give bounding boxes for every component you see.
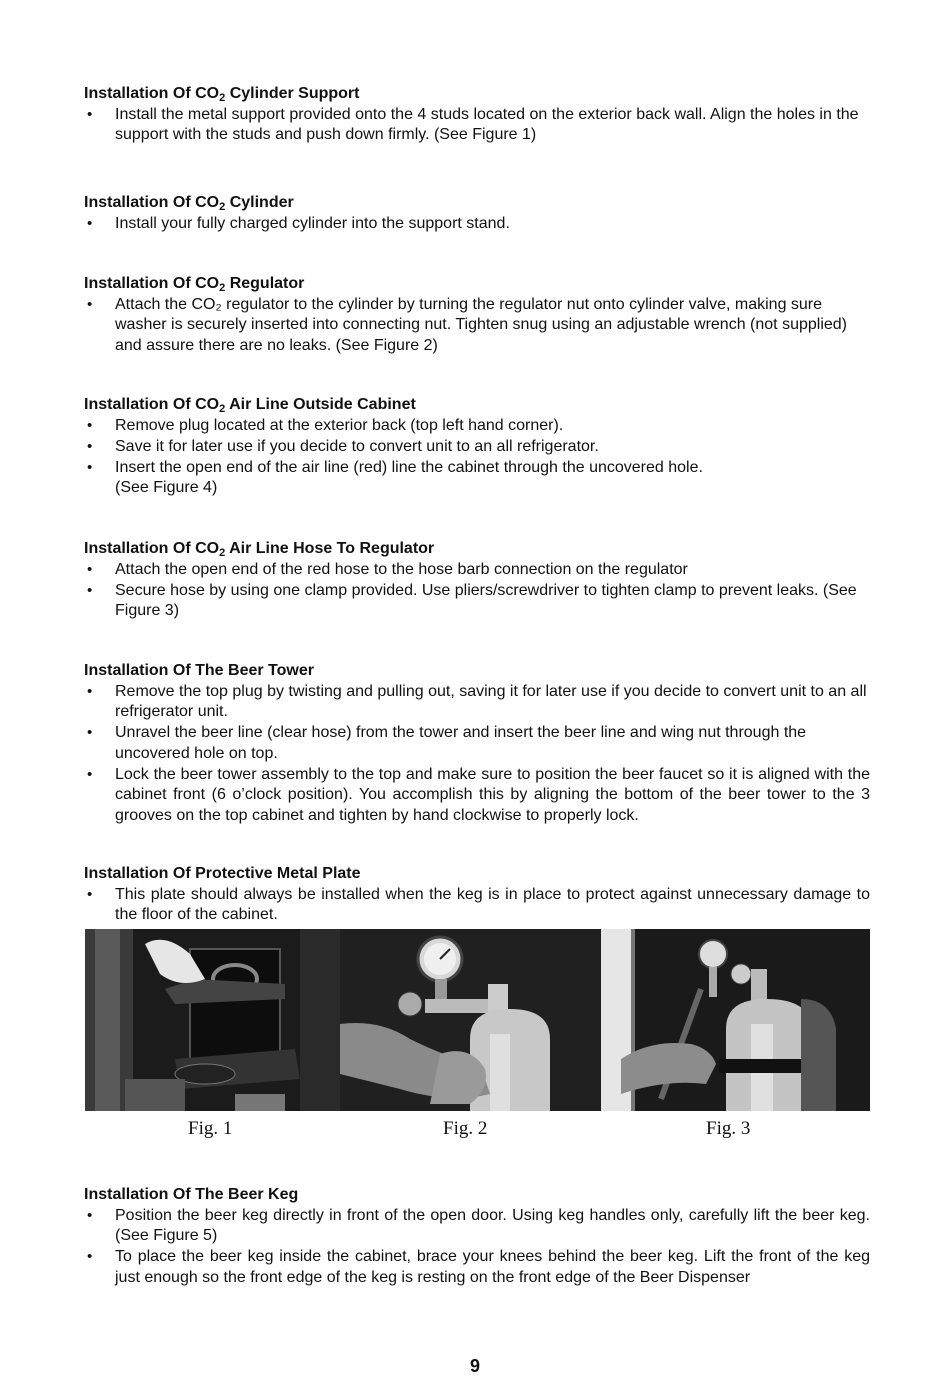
section-air-line-hose	[84, 539, 870, 622]
list-item: • Attach the CO₂ regulator to the cylinder by turning the regulator nut onto cylinder valve, making sure washer is securely inserted into connecting nut. Tighten snug using an adjustable wrench (not supplied) and assure there are no leaks. (See Figure 2)	[87, 296, 847, 354]
list-item: • Insert the open end of the air line (red) line the cabinet through the uncovered hole. (See Figure 4)	[87, 459, 703, 497]
bullet-icon: •	[87, 459, 93, 476]
section-air-line-outside	[84, 395, 870, 499]
list-item: • Secure hose by using one clamp provided. Use pliers/screwdriver to tighten clamp to prevent leaks. (See Figure 3)	[87, 582, 857, 620]
section-beer-keg	[84, 1185, 870, 1289]
section-beer-tower	[84, 661, 870, 827]
figure-1-caption: Fig. 1	[188, 1118, 233, 1139]
bullet-icon: •	[87, 561, 93, 578]
bullet-icon: •	[87, 886, 93, 903]
bullet-icon: •	[87, 765, 93, 783]
section-heading: Installation Of $CO_2$ Air Line Outside Cabinet	[84, 396, 416, 415]
list-item: • Lock the beer tower assembly to the top and make sure to position the beer faucet so it is aligned with the cabinet front (6 o’clock position). You accomplish this by aligning the bottom of the beer tower to the 3 grooves on the top cabinet and tighten by hand clockwise to properly lock.	[87, 765, 870, 824]
list-item: • Save it for later use if you decide to convert unit to an all refrigerator.	[84, 437, 870, 457]
list-item: • Attach the open end of the red hose to the hose barb connection on the regulator	[84, 560, 870, 580]
section-heading: Installation Of $CO_2$ Cylinder Support	[84, 85, 360, 104]
bullet-icon: •	[87, 1207, 93, 1224]
figure-2-photo	[340, 929, 601, 1111]
list-item: • Remove the top plug by twisting and pulling out, saving it for later use if you decide to convert unit to an all refrigerator unit.	[87, 683, 867, 721]
page-number: 9	[469, 1356, 480, 1376]
bullet-icon: •	[87, 1248, 93, 1266]
figure-1-photo	[85, 929, 340, 1111]
list-item: • Install the metal support provided onto the 4 studs located on the exterior back wall. Align the holes in the support with the studs and push down firmly. (See Figure 1)	[87, 106, 859, 144]
section-heading: Installation Of $CO_2$ Cylinder	[84, 194, 294, 213]
list-item: • Unravel the beer line (clear hose) from the tower and insert the beer line and wing nut through the uncovered hole on top.	[87, 724, 807, 762]
bullet-list	[84, 560, 870, 622]
bullet-icon: •	[87, 215, 93, 232]
bullet-icon: •	[87, 417, 93, 434]
section-cylinder-support	[84, 84, 870, 146]
figure-strip	[85, 929, 870, 1111]
bullet-icon: •	[87, 724, 93, 742]
bullet-icon: •	[87, 582, 93, 599]
list-item: • To place the beer keg inside the cabinet, brace your knees behind the beer keg. Lift the front of the keg just enough so the front edge of the keg is resting on the front edge of the Beer Dispenser	[87, 1248, 870, 1286]
figure-3-caption: Fig. 3	[706, 1118, 751, 1139]
section-heading: Installation Of The Beer Keg	[84, 1186, 299, 1203]
list-item: • Install your fully charged cylinder into the support stand.	[84, 214, 870, 234]
list-item: • Remove plug located at the exterior back (top left hand corner).	[84, 416, 870, 436]
section-cylinder	[84, 193, 870, 235]
section-regulator	[84, 274, 870, 357]
bullet-list	[84, 214, 870, 234]
bullet-icon: •	[87, 296, 93, 313]
bullet-list	[84, 885, 870, 926]
bullet-icon: •	[87, 438, 93, 455]
section-heading: Installation Of Protective Metal Plate	[84, 865, 361, 882]
bullet-list	[84, 105, 870, 146]
section-heading: Installation Of $CO_2$ Air Line Hose To Regulator	[84, 540, 435, 559]
section-heading: Installation Of $CO_2$ Regulator	[84, 275, 305, 294]
bullet-icon: •	[87, 683, 93, 700]
bullet-list	[84, 1206, 870, 1288]
section-metal-plate	[84, 864, 870, 926]
bullet-list	[84, 416, 870, 499]
figure-2-caption: Fig. 2	[443, 1118, 488, 1139]
figure-3-photo	[601, 929, 870, 1111]
bullet-list	[84, 295, 870, 356]
list-item: • This plate should always be installed when the keg is in place to protect against unnecessary damage to the floor of the cabinet.	[87, 886, 870, 924]
section-heading: Installation Of The Beer Tower	[84, 662, 314, 679]
bullet-list	[84, 682, 870, 826]
list-item: • Position the beer keg directly in front of the open door. Using keg handles only, carefully lift the beer keg. (See Figure 5)	[87, 1207, 870, 1245]
bullet-icon: •	[87, 106, 93, 123]
